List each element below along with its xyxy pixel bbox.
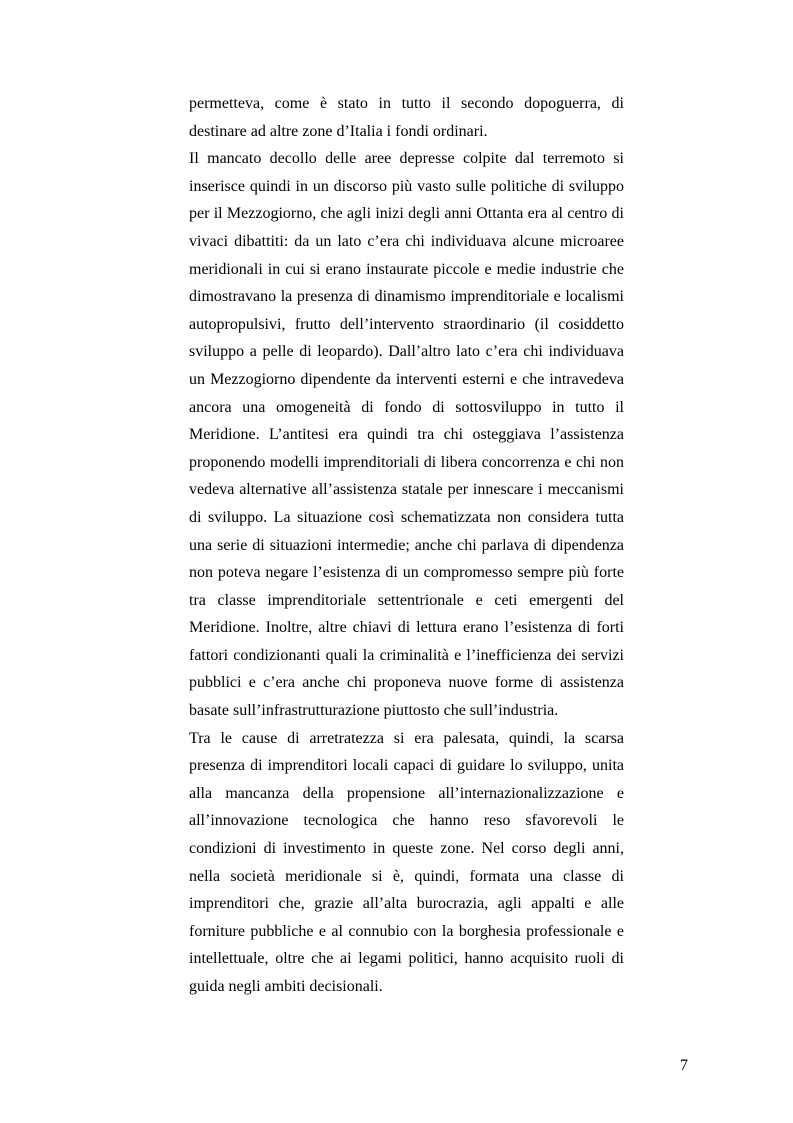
paragraph-continuation: permetteva, come è stato in tutto il secondo dopoguerra, di destinare ad altre zone d’Italia i fondi ordinari. <box>189 95 624 140</box>
paragraph-causes-backwardness: Tra le cause di arretratezza si era palesata, quindi, la scarsa presenza di imprenditori locali capaci di guidare lo sviluppo, unita alla mancanza della propensione all’internazionalizzazione e all’innovazione tecnologica che hanno reso sfavorevoli le condizioni di investimento in queste zone. Nel corso degli anni, nella società meridionale si è, quindi, formata una classe di imprenditori che, grazie all’alta burocrazia, agli appalti e alle forniture pubbliche e al connubio con la borghesia professionale e intellettuale, oltre che ai legami politici, hanno acquisito ruoli di guida negli ambiti decisionali. <box>189 729 624 995</box>
body-text <box>189 90 624 1001</box>
page-number: 7 <box>680 1057 688 1074</box>
paragraph-development-debate: Il mancato decollo delle aree depresse colpite dal terremoto si inserisce quindi in un discorso più vasto sulle politiche di sviluppo per il Mezzogiorno, che agli inizi degli anni Ottanta era al centro di vivaci dibattiti: da un lato c’era chi individuava alcune microaree meridionali in cui si erano instaurate piccole e medie industrie che dimostravano la presenza di dinamismo imprenditoriale e localismi autopropulsivi, frutto dell’intervento straordinario (il cosiddetto sviluppo a pelle di leopardo). Dall’altro lato c’era chi individuava un Mezzogiorno dipendente da interventi esterni e che intravedeva ancora una omogeneità di fondo di sottosviluppo in tutto il Meridione. L’antitesi era quindi tra chi osteggiava l’assistenza proponendo modelli imprenditoriali di libera concorrenza e chi non vedeva alternative all’assistenza statale per innescare i meccanismi di sviluppo. La situazione così schematizzata non considera tutta una serie di situazioni intermedie; anche chi parlava di dipendenza non poteva negare l’esistenza di un compromesso sempre più forte tra classe imprenditoriale settentrionale e ceti emergenti del Meridione. Inoltre, altre chiavi di lettura erano l’esistenza di forti fattori condizionanti quali la criminalità e l’inefficienza dei servizi pubblici e c’era anche chi proponeva nuove forme di assistenza basate sull’infrastrutturazione piuttosto che sull’industria. <box>189 150 624 720</box>
